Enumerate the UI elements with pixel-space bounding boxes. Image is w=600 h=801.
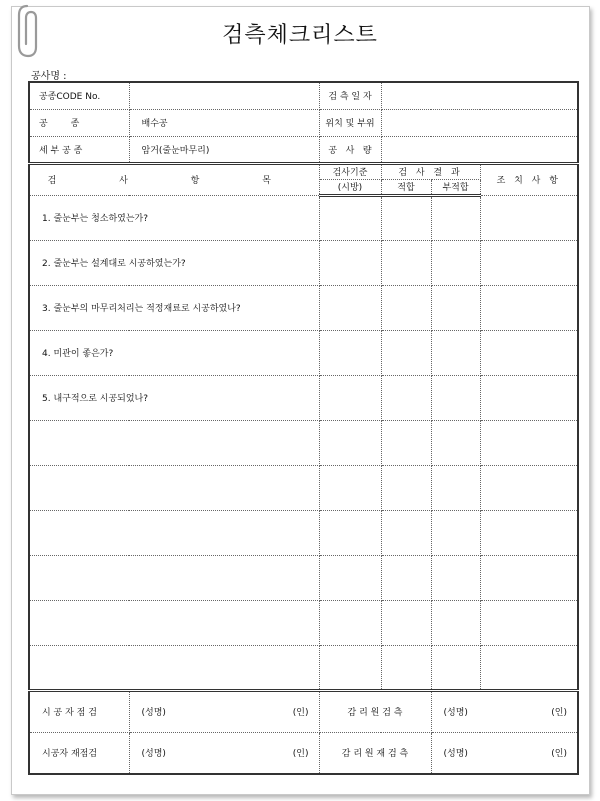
standard-cell[interactable] <box>319 555 381 600</box>
item-text: 1. 줄눈부는 청소하였는가? <box>29 195 319 240</box>
item-text: 5. 내구적으로 시공되었나? <box>29 375 319 420</box>
pass-cell[interactable] <box>381 195 431 240</box>
fail-cell[interactable] <box>431 240 480 285</box>
work-type-label: 공 종 <box>29 109 129 136</box>
fail-cell[interactable] <box>431 375 480 420</box>
page-title: 검측체크리스트 <box>222 23 378 48</box>
supervisor-check-sign[interactable]: (성명) (인) <box>431 690 578 732</box>
contractor-check-label: 시 공 자 점 검 <box>29 690 129 732</box>
contractor-recheck-label: 시공자 재점검 <box>29 732 129 774</box>
item-text: 3. 줄눈부의 마무리처리는 적정재료로 시공하였나? <box>29 285 319 330</box>
standard-cell[interactable] <box>319 330 381 375</box>
standard-cell[interactable] <box>319 600 381 645</box>
standard-cell[interactable] <box>319 645 381 690</box>
fail-cell[interactable] <box>431 645 480 690</box>
action-cell[interactable] <box>480 465 578 510</box>
contractor-recheck-sign[interactable]: (성명) (인) <box>129 732 319 774</box>
action-column-header: 조 치 사 항 <box>480 163 578 195</box>
pass-cell[interactable] <box>381 420 431 465</box>
fail-cell[interactable] <box>431 420 480 465</box>
fail-cell[interactable] <box>431 330 480 375</box>
standard-cell[interactable] <box>319 240 381 285</box>
table-row <box>29 375 578 420</box>
pass-cell[interactable] <box>381 330 431 375</box>
item-text <box>29 510 319 555</box>
pass-cell[interactable] <box>381 465 431 510</box>
pass-cell[interactable] <box>381 375 431 420</box>
pass-cell[interactable] <box>381 600 431 645</box>
standard-cell[interactable] <box>319 465 381 510</box>
pass-column-header: 적합 <box>381 179 431 195</box>
item-text <box>29 555 319 600</box>
table-row <box>29 645 578 690</box>
checklist-table <box>28 81 579 775</box>
item-text <box>29 645 319 690</box>
item-text: 2. 줄눈부는 설계대로 시공하였는가? <box>29 240 319 285</box>
table-row <box>29 195 578 240</box>
supervisor-check-label: 감 리 원 검 측 <box>319 690 431 732</box>
standard-cell[interactable] <box>319 375 381 420</box>
table-row <box>29 240 578 285</box>
pass-cell[interactable] <box>381 285 431 330</box>
inspect-date-value[interactable] <box>381 82 578 109</box>
item-text <box>29 465 319 510</box>
table-row <box>29 600 578 645</box>
standard-cell[interactable] <box>319 285 381 330</box>
work-code-label: 공종CODE No. <box>29 82 129 109</box>
detail-work-value[interactable]: 암거(줄눈마무리) <box>129 136 319 163</box>
fail-cell[interactable] <box>431 195 480 240</box>
items-column-header: 검 사 항 목 <box>29 163 319 195</box>
table-row <box>29 330 578 375</box>
action-cell[interactable] <box>480 195 578 240</box>
fail-cell[interactable] <box>431 285 480 330</box>
detail-work-label: 세 부 공 종 <box>29 136 129 163</box>
standard-cell[interactable] <box>319 510 381 555</box>
table-row <box>29 420 578 465</box>
inspect-date-label: 검 측 일 자 <box>319 82 381 109</box>
standard-cell[interactable] <box>319 195 381 240</box>
standard-column-header: 검사기준 <box>319 163 381 179</box>
fail-cell[interactable] <box>431 555 480 600</box>
item-text <box>29 420 319 465</box>
table-row <box>29 285 578 330</box>
supervisor-recheck-label: 감 리 원 재 검 측 <box>319 732 431 774</box>
action-cell[interactable] <box>480 330 578 375</box>
action-cell[interactable] <box>480 285 578 330</box>
work-code-value[interactable] <box>129 82 319 109</box>
pass-cell[interactable] <box>381 510 431 555</box>
item-text: 4. 미관이 좋은가? <box>29 330 319 375</box>
table-row <box>29 555 578 600</box>
table-row <box>29 510 578 555</box>
item-text <box>29 600 319 645</box>
fail-column-header: 부적합 <box>431 179 480 195</box>
standard-cell[interactable] <box>319 420 381 465</box>
contractor-check-sign[interactable]: (성명) (인) <box>129 690 319 732</box>
supervisor-recheck-sign[interactable]: (성명) (인) <box>431 732 578 774</box>
work-type-value[interactable]: 배수공 <box>129 109 319 136</box>
standard-sub-header: (시방) <box>319 179 381 195</box>
action-cell[interactable] <box>480 555 578 600</box>
action-cell[interactable] <box>480 645 578 690</box>
action-cell[interactable] <box>480 240 578 285</box>
action-cell[interactable] <box>480 600 578 645</box>
location-value[interactable] <box>381 109 578 136</box>
location-label: 위치 및 부위 <box>319 109 381 136</box>
action-cell[interactable] <box>480 510 578 555</box>
work-size-label: 공 사 량 <box>319 136 381 163</box>
work-size-value[interactable] <box>381 136 578 163</box>
table-row <box>29 465 578 510</box>
result-column-header: 검 사 결 과 <box>381 163 480 179</box>
action-cell[interactable] <box>480 420 578 465</box>
fail-cell[interactable] <box>431 600 480 645</box>
action-cell[interactable] <box>480 375 578 420</box>
fail-cell[interactable] <box>431 465 480 510</box>
pass-cell[interactable] <box>381 645 431 690</box>
pass-cell[interactable] <box>381 240 431 285</box>
fail-cell[interactable] <box>431 510 480 555</box>
pass-cell[interactable] <box>381 555 431 600</box>
company-name-label: 공사명 : <box>31 71 67 82</box>
